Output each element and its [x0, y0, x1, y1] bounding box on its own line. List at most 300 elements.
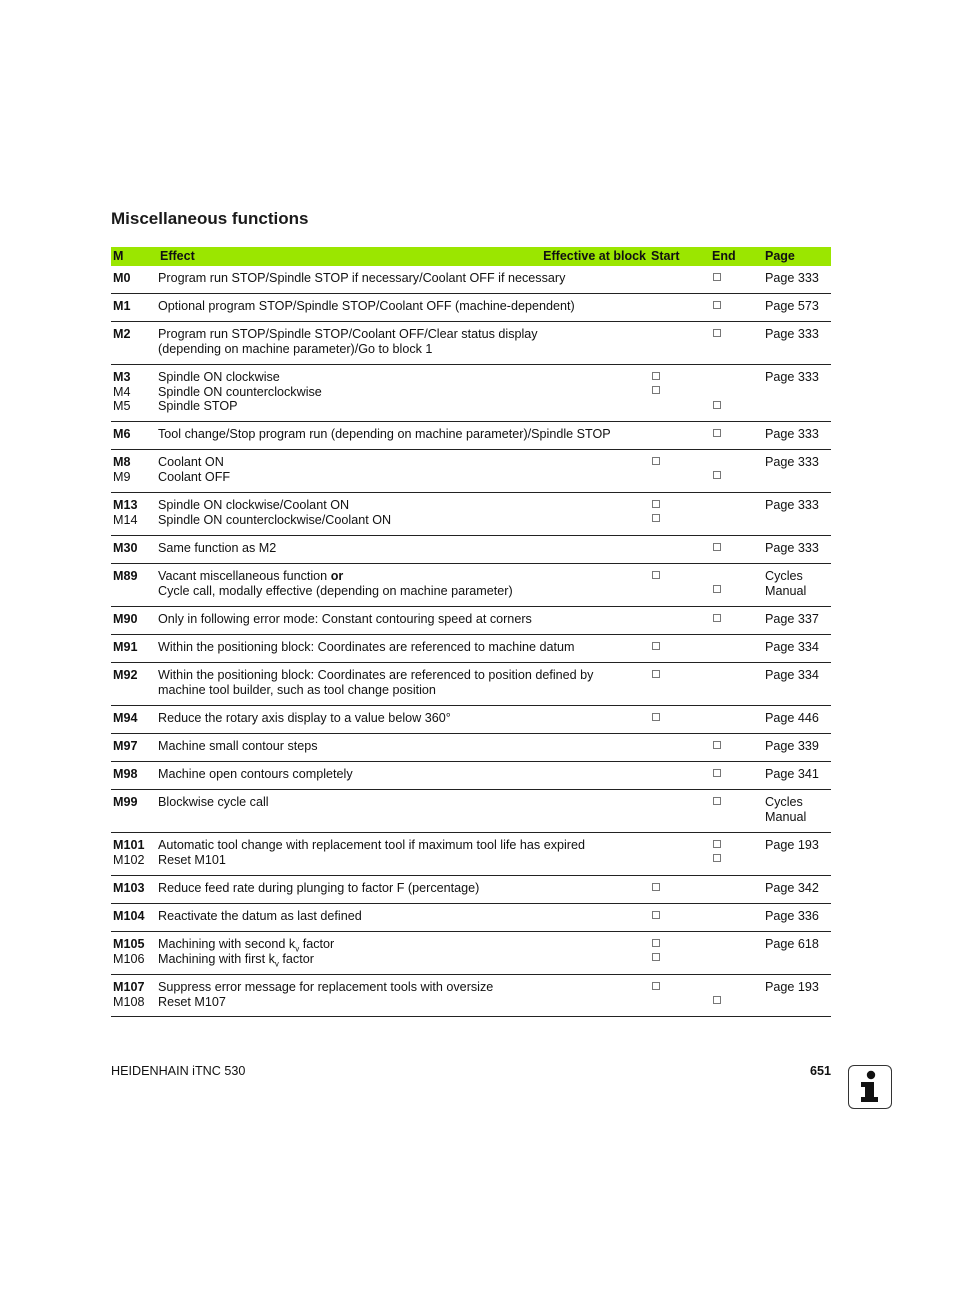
effect-line: [158, 470, 648, 485]
effect-suffix: factor: [299, 937, 335, 951]
end-marker-line: [712, 299, 742, 314]
page-ref: Page 334: [765, 640, 819, 654]
effect-line: [158, 370, 648, 385]
end-marker-line: [712, 370, 742, 385]
cell-page: [765, 711, 831, 726]
m-code: M105: [113, 937, 145, 951]
cell-page: [765, 541, 831, 556]
start-marker-line: [651, 612, 681, 627]
cell-page: [765, 980, 831, 1009]
effect-line: [158, 569, 648, 584]
page-ref: [765, 385, 831, 400]
start-marker-line: [651, 470, 681, 485]
square-bullet-icon: [652, 911, 660, 919]
effect-text: Spindle STOP: [158, 399, 238, 413]
start-marker-line: [651, 541, 681, 556]
m-code: M103: [113, 881, 145, 895]
square-bullet-icon: [713, 329, 721, 337]
start-marker-line: [651, 767, 681, 782]
footer-manual-name: HEIDENHAIN iTNC 530: [111, 1064, 246, 1078]
end-marker-line: [712, 853, 742, 868]
cell-start: [651, 541, 681, 556]
start-marker-line: [651, 937, 681, 952]
cell-start: [651, 668, 681, 697]
effect-line: [158, 541, 648, 556]
cell-effect: [158, 937, 648, 969]
cell-m: [113, 739, 157, 754]
end-marker-line: [712, 327, 742, 342]
header-page: Page: [765, 249, 795, 263]
cell-end: [712, 455, 742, 484]
effect-subscript: v: [295, 944, 300, 954]
cell-page: [765, 370, 831, 414]
effect-line: [158, 711, 648, 726]
square-bullet-icon: [713, 543, 721, 551]
cell-effect: [158, 838, 648, 867]
cell-m: [113, 569, 157, 598]
header-effective-at-block: Effective at block: [543, 249, 646, 263]
cell-m: [113, 640, 157, 655]
cell-page: [765, 909, 831, 924]
cell-effect: [158, 640, 648, 655]
cell-effect: [158, 739, 648, 754]
page-ref: Page 336: [765, 909, 819, 923]
m-code: M108: [113, 994, 145, 1009]
end-marker-line: [712, 513, 742, 528]
end-marker-line: [712, 470, 742, 485]
cell-end: [712, 767, 742, 782]
square-bullet-icon: [713, 273, 721, 281]
table-row: [111, 450, 831, 493]
cell-effect: [158, 767, 648, 782]
m-code: M94: [113, 711, 138, 725]
effect-line: [158, 299, 648, 314]
table-row: [111, 322, 831, 365]
m-code: M101: [113, 838, 145, 852]
cell-effect: [158, 795, 648, 824]
m-code: M14: [113, 512, 138, 527]
effect-line: [158, 767, 648, 782]
cell-end: [712, 937, 742, 966]
effect-text: Vacant miscellaneous function: [158, 569, 328, 583]
cell-page: [765, 427, 831, 442]
cell-m: [113, 980, 157, 1009]
page-ref: [765, 470, 831, 485]
start-marker-line: [651, 909, 681, 924]
end-marker-line: [712, 541, 742, 556]
table-row: [111, 365, 831, 422]
table-body: [111, 266, 831, 1017]
table-row: [111, 762, 831, 790]
cell-end: [712, 739, 742, 754]
cell-m: [113, 795, 157, 824]
effect-text: Machine small contour steps: [158, 739, 318, 753]
cell-page: [765, 299, 831, 314]
m-code: M13: [113, 498, 138, 512]
cell-end: [712, 327, 742, 356]
m-code: M9: [113, 469, 131, 484]
cell-effect: [158, 569, 648, 598]
cell-effect: [158, 909, 648, 924]
effect-text: Spindle ON clockwise: [158, 370, 280, 384]
effect-line: [158, 640, 648, 655]
table-row: [111, 833, 831, 876]
table-row: [111, 266, 831, 294]
effect-line: [158, 739, 648, 754]
cell-effect: [158, 370, 648, 414]
effect-text: (depending on machine parameter)/Go to block 1: [158, 341, 433, 356]
effect-text: Program run STOP/Spindle STOP if necessary/Coolant OFF if necessary: [158, 271, 566, 285]
table-row: [111, 975, 831, 1017]
end-marker-line: [712, 668, 742, 683]
cell-m: [113, 498, 157, 527]
cell-start: [651, 980, 681, 1009]
effect-text: Cycle call, modally effective (depending on machine parameter): [158, 583, 513, 598]
effect-text: Suppress error message for replacement tools with oversize: [158, 980, 494, 994]
effect-text: Tool change/Stop program run (depending on machine parameter)/Spindle STOP: [158, 427, 611, 441]
start-marker-line: [651, 498, 681, 513]
effect-text: Reduce the rotary axis display to a value below 360°: [158, 711, 451, 725]
cell-m: [113, 909, 157, 924]
effect-subscript: v: [274, 959, 279, 969]
square-bullet-icon: [713, 741, 721, 749]
m-code: M3: [113, 370, 131, 384]
start-marker-line: [651, 569, 681, 584]
page-ref: Page 193: [765, 980, 819, 994]
cell-end: [712, 541, 742, 556]
page-ref: Page 446: [765, 711, 819, 725]
effect-line: [158, 881, 648, 896]
page-ref: Page 342: [765, 881, 819, 895]
start-marker-line: [651, 810, 681, 825]
cell-start: [651, 498, 681, 527]
page-ref: Page 618: [765, 937, 819, 951]
cell-page: [765, 498, 831, 527]
cell-page: [765, 668, 831, 697]
cell-effect: [158, 327, 648, 356]
effect-text: Automatic tool change with replacement tool if maximum tool life has expired: [158, 838, 585, 852]
m-code: M5: [113, 399, 131, 413]
end-marker-line: [712, 980, 742, 995]
square-bullet-icon: [652, 372, 660, 380]
m-code: M89: [113, 569, 138, 583]
square-bullet-icon: [713, 585, 721, 593]
cell-effect: [158, 498, 648, 527]
cell-start: [651, 881, 681, 896]
cell-start: [651, 838, 681, 867]
page-ref: Page 333: [765, 427, 819, 441]
cell-start: [651, 427, 681, 442]
cell-start: [651, 271, 681, 286]
page-ref: Page 573: [765, 299, 819, 313]
effect-text: Optional program STOP/Spindle STOP/Coolant OFF (machine-dependent): [158, 299, 575, 313]
header-m: M: [113, 249, 124, 263]
square-bullet-icon: [652, 457, 660, 465]
page-ref: [765, 513, 831, 528]
effect-line: [158, 427, 648, 442]
m-code: M102: [113, 852, 145, 867]
m-code: [113, 683, 157, 698]
cell-end: [712, 427, 742, 442]
effect-text: Coolant OFF: [158, 469, 231, 484]
effect-line: [158, 584, 648, 599]
table-row: [111, 790, 831, 833]
end-marker-line: [712, 584, 742, 599]
m-code: [113, 810, 157, 825]
header-effect: Effect: [160, 249, 195, 263]
effect-line: [158, 810, 648, 825]
cell-page: [765, 739, 831, 754]
cell-end: [712, 881, 742, 896]
square-bullet-icon: [652, 571, 660, 579]
end-marker-line: [712, 498, 742, 513]
table-row: [111, 294, 831, 322]
effect-text: Same function as M2: [158, 541, 277, 555]
header-end: End: [712, 249, 736, 263]
cell-end: [712, 980, 742, 1009]
effect-line: [158, 683, 648, 698]
effect-line: [158, 342, 648, 357]
square-bullet-icon: [713, 797, 721, 805]
effect-line: [158, 455, 648, 470]
table-row: [111, 422, 831, 450]
cell-end: [712, 640, 742, 655]
cell-end: [712, 795, 742, 824]
page-ref: Page 193: [765, 838, 819, 852]
effect-line: [158, 795, 648, 810]
cell-effect: [158, 299, 648, 314]
start-marker-line: [651, 342, 681, 357]
start-marker-line: [651, 640, 681, 655]
page-ref: Page 341: [765, 767, 819, 781]
square-bullet-icon: [713, 401, 721, 409]
cell-end: [712, 271, 742, 286]
effect-text: Blockwise cycle call: [158, 795, 269, 809]
effect-text: machine tool builder, such as tool change position: [158, 682, 436, 697]
effect-line: [158, 937, 648, 952]
end-marker-line: [712, 640, 742, 655]
cell-m: [113, 299, 157, 314]
end-marker-line: [712, 909, 742, 924]
start-marker-line: [651, 399, 681, 414]
effect-line: [158, 952, 648, 967]
cell-m: [113, 271, 157, 286]
table-row: [111, 932, 831, 975]
table-header: [111, 247, 831, 266]
end-marker-line: [712, 455, 742, 470]
cell-m: [113, 767, 157, 782]
cell-start: [651, 640, 681, 655]
cell-page: [765, 937, 831, 966]
start-marker-line: [651, 980, 681, 995]
start-marker-line: [651, 370, 681, 385]
end-marker-line: [712, 767, 742, 782]
end-marker-line: [712, 952, 742, 967]
effect-suffix: factor: [278, 951, 314, 966]
cell-m: [113, 668, 157, 697]
m-code: [113, 584, 157, 599]
start-marker-line: [651, 995, 681, 1010]
square-bullet-icon: [713, 854, 721, 862]
cell-end: [712, 909, 742, 924]
cell-effect: [158, 980, 648, 1009]
table-row: [111, 663, 831, 706]
page-ref: Page 333: [765, 498, 819, 512]
cell-end: [712, 299, 742, 314]
square-bullet-icon: [713, 996, 721, 1004]
square-bullet-icon: [713, 471, 721, 479]
effect-line: [158, 909, 648, 924]
cell-m: [113, 541, 157, 556]
start-marker-line: [651, 584, 681, 599]
start-marker-line: [651, 271, 681, 286]
m-code: M98: [113, 767, 138, 781]
start-marker-line: [651, 838, 681, 853]
page-ref: [765, 399, 831, 414]
page-ref: Page 333: [765, 455, 819, 469]
cell-start: [651, 455, 681, 484]
cell-end: [712, 498, 742, 527]
cell-end: [712, 711, 742, 726]
cell-start: [651, 569, 681, 598]
m-code: M4: [113, 384, 131, 399]
cell-m: [113, 881, 157, 896]
m-code: M99: [113, 795, 138, 809]
cell-start: [651, 795, 681, 824]
m-code: M104: [113, 909, 145, 923]
effect-line: [158, 498, 648, 513]
table-row: [111, 734, 831, 762]
cell-start: [651, 299, 681, 314]
page-ref: Cycles: [765, 795, 803, 809]
end-marker-line: [712, 711, 742, 726]
cell-page: [765, 271, 831, 286]
square-bullet-icon: [652, 670, 660, 678]
square-bullet-icon: [652, 713, 660, 721]
start-marker-line: [651, 455, 681, 470]
cell-start: [651, 739, 681, 754]
effect-text: Reset M107: [158, 994, 226, 1009]
effect-text: Program run STOP/Spindle STOP/Coolant OFF/Clear status display: [158, 327, 538, 341]
cell-m: [113, 612, 157, 627]
cell-end: [712, 838, 742, 867]
end-marker-line: [712, 683, 742, 698]
effect-line: [158, 995, 648, 1010]
cell-effect: [158, 541, 648, 556]
effect-text: Only in following error mode: Constant contouring speed at corners: [158, 612, 532, 626]
table-row: [111, 635, 831, 663]
page-ref: [765, 995, 831, 1010]
end-marker-line: [712, 810, 742, 825]
cell-page: [765, 838, 831, 867]
cell-page: [765, 455, 831, 484]
cell-effect: [158, 612, 648, 627]
page-title: Miscellaneous functions: [111, 209, 309, 228]
cell-start: [651, 909, 681, 924]
cell-m: [113, 937, 157, 966]
start-marker-line: [651, 739, 681, 754]
cell-page: [765, 612, 831, 627]
effect-line: [158, 980, 648, 995]
effect-line: [158, 853, 648, 868]
effect-line: [158, 271, 648, 286]
cell-m: [113, 711, 157, 726]
square-bullet-icon: [652, 514, 660, 522]
cell-m: [113, 427, 157, 442]
effect-text: Spindle ON clockwise/Coolant ON: [158, 498, 350, 512]
cell-effect: [158, 427, 648, 442]
info-glyph: [849, 1066, 890, 1107]
square-bullet-icon: [713, 429, 721, 437]
end-marker-line: [712, 838, 742, 853]
square-bullet-icon: [652, 883, 660, 891]
end-marker-line: [712, 881, 742, 896]
page-ref: Page 334: [765, 668, 819, 682]
effect-line: [158, 385, 648, 400]
effect-line: [158, 513, 648, 528]
m-code: M91: [113, 640, 138, 654]
square-bullet-icon: [652, 500, 660, 508]
info-icon: [848, 1065, 892, 1109]
page-ref: [765, 853, 831, 868]
m-code: M107: [113, 980, 145, 994]
cell-start: [651, 767, 681, 782]
header-start: Start: [651, 249, 680, 263]
cell-m: [113, 838, 157, 867]
end-marker-line: [712, 612, 742, 627]
page-ref: Page 333: [765, 271, 819, 285]
page-ref: Page 333: [765, 541, 819, 555]
effect-line: [158, 838, 648, 853]
m-code: M106: [113, 951, 145, 966]
cell-effect: [158, 668, 648, 697]
end-marker-line: [712, 342, 742, 357]
square-bullet-icon: [713, 614, 721, 622]
start-marker-line: [651, 711, 681, 726]
cell-start: [651, 327, 681, 356]
m-code: M97: [113, 739, 138, 753]
m-code: M30: [113, 541, 138, 555]
effect-line: [158, 612, 648, 627]
effect-text: Reactivate the datum as last defined: [158, 909, 362, 923]
table-row: [111, 706, 831, 734]
cell-m: [113, 370, 157, 414]
effect-line: [158, 668, 648, 683]
start-marker-line: [651, 327, 681, 342]
end-marker-line: [712, 271, 742, 286]
effect-text: Reset M101: [158, 852, 226, 867]
m-code: M2: [113, 327, 131, 341]
effect-text: Within the positioning block: Coordinates are referenced to machine datum: [158, 640, 575, 654]
square-bullet-icon: [652, 386, 660, 394]
page-ref: Page 337: [765, 612, 819, 626]
square-bullet-icon: [713, 840, 721, 848]
table-row: [111, 876, 831, 904]
effect-text: Reduce feed rate during plunging to factor F (percentage): [158, 881, 480, 895]
effect-line: [158, 399, 648, 414]
end-marker-line: [712, 399, 742, 414]
page-ref: Cycles: [765, 569, 803, 583]
effect-text: Machine open contours completely: [158, 767, 353, 781]
m-code: M6: [113, 427, 131, 441]
cell-page: [765, 767, 831, 782]
end-marker-line: [712, 995, 742, 1010]
cell-effect: [158, 455, 648, 484]
start-marker-line: [651, 853, 681, 868]
table-row: [111, 607, 831, 635]
table-row: [111, 904, 831, 932]
footer-page-number: 651: [809, 1064, 831, 1078]
